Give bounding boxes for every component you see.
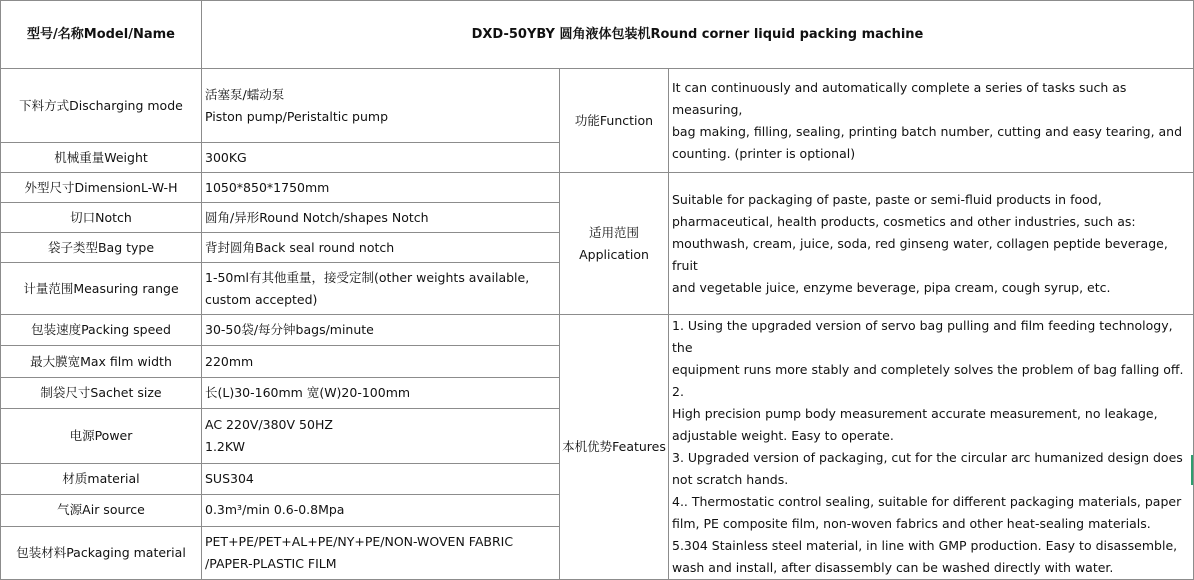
sachet-size-label: 制袋尺寸Sachet size bbox=[1, 377, 202, 408]
spec-row-discharging bbox=[1, 69, 1194, 143]
discharging-mode-value bbox=[202, 69, 560, 143]
application-label bbox=[560, 173, 669, 315]
power-value bbox=[202, 409, 560, 463]
description-line: Suitable for packaging of paste, paste or semi-fluid products in food, bbox=[672, 191, 1102, 207]
model-name-label: 型号/名称Model/Name bbox=[1, 1, 202, 69]
description-line: bag making, filling, sealing, printing batch number, cutting and easy tearing, and bbox=[672, 123, 1183, 139]
value-line: 活塞泵/蠕动泵 bbox=[205, 86, 285, 102]
application-label-cn: 适用范围 bbox=[588, 224, 639, 240]
description-line: 4.. Thermostatic control sealing, suitable for different packaging materials, paper bbox=[672, 494, 1182, 509]
function-description bbox=[669, 69, 1194, 173]
packing-speed-value: 30-50袋/每分钟bags/minute bbox=[202, 315, 560, 346]
description-line: 5.304 Stainless steel material, in line with GMP production. Easy to disassemble, bbox=[672, 538, 1178, 553]
weight-label: 机械重量Weight bbox=[1, 143, 202, 173]
features-label: 本机优势Features bbox=[560, 315, 669, 580]
description-line: wash and install, after disassembly can be washed directly with water. bbox=[672, 560, 1114, 575]
description-line: 1. Using the upgraded version of servo bag pulling and film feeding technology, the bbox=[672, 318, 1173, 355]
power-label: 电源Power bbox=[1, 409, 202, 463]
description-line: pharmaceutical, health products, cosmetics and other industries, such as: bbox=[672, 213, 1136, 229]
application-description bbox=[669, 173, 1194, 315]
spec-row-packing-speed bbox=[1, 315, 1194, 346]
description-line: adjustable weight. Easy to operate. bbox=[672, 428, 894, 443]
air-source-value: 0.3m³/min 0.6-0.8Mpa bbox=[202, 495, 560, 526]
function-label: 功能Function bbox=[560, 69, 669, 173]
header-row bbox=[1, 1, 1194, 69]
value-line: Piston pump/Peristaltic pump bbox=[205, 108, 389, 124]
application-label-en: Application bbox=[579, 246, 649, 262]
description-line: High precision pump body measurement accurate measurement, no leakage, bbox=[672, 406, 1158, 421]
value-line: /PAPER-PLASTIC FILM bbox=[205, 555, 337, 571]
measuring-range-label: 计量范围Measuring range bbox=[1, 263, 202, 315]
value-line: AC 220V/380V 50HZ bbox=[205, 416, 333, 432]
max-film-width-label: 最大膜宽Max film width bbox=[1, 346, 202, 377]
description-line: and vegetable juice, enzyme beverage, pipa cream, cough syrup, etc. bbox=[672, 279, 1111, 295]
description-line: not scratch hands. bbox=[672, 472, 789, 487]
model-title: DXD-50YBY 圆角液体包装机Round corner liquid packing machine bbox=[202, 1, 1194, 69]
packaging-material-label: 包装材料Packaging material bbox=[1, 526, 202, 579]
packaging-material-value bbox=[202, 526, 560, 579]
features-description bbox=[669, 315, 1194, 580]
bag-type-label: 袋子类型Bag type bbox=[1, 233, 202, 263]
value-line: 1-50ml有其他重量，接受定制(other weights available, bbox=[205, 269, 530, 285]
dimension-value: 1050*850*1750mm bbox=[202, 173, 560, 203]
max-film-width-value: 220mm bbox=[202, 346, 560, 377]
air-source-label: 气源Air source bbox=[1, 495, 202, 526]
packing-speed-label: 包装速度Packing speed bbox=[1, 315, 202, 346]
value-line: PET+PE/PET+AL+PE/NY+PE/NON-WOVEN FABRIC bbox=[205, 533, 514, 549]
description-line: counting. (printer is optional) bbox=[672, 145, 856, 161]
description-line: 3. Upgraded version of packaging, cut for the circular arc humanized design does bbox=[672, 450, 1183, 465]
bag-type-value: 背封圆角Back seal round notch bbox=[202, 233, 560, 263]
description-line: mouthwash, cream, juice, soda, red ginseng water, collagen peptide beverage, fruit bbox=[672, 235, 1168, 273]
notch-label: 切口Notch bbox=[1, 203, 202, 233]
material-value: SUS304 bbox=[202, 463, 560, 494]
dimension-label: 外型尺寸DimensionL-W-H bbox=[1, 173, 202, 203]
description-line: film, PE composite film, non-woven fabrics and other heat-sealing materials. bbox=[672, 516, 1151, 531]
sachet-size-value: 长(L)30-160mm 宽(W)20-100mm bbox=[202, 377, 560, 408]
value-line: 1.2KW bbox=[205, 438, 245, 454]
value-line: custom accepted) bbox=[205, 291, 318, 307]
weight-value: 300KG bbox=[202, 143, 560, 173]
spec-row-dimension bbox=[1, 173, 1194, 203]
measuring-range-value bbox=[202, 263, 560, 315]
material-label: 材质material bbox=[1, 463, 202, 494]
discharging-mode-label: 下料方式Discharging mode bbox=[1, 69, 202, 143]
scroll-indicator[interactable] bbox=[1191, 455, 1193, 485]
description-line: equipment runs more stably and completely solves the problem of bag falling off. 2. bbox=[672, 362, 1184, 399]
description-line: It can continuously and automatically complete a series of tasks such as measuring, bbox=[672, 79, 1127, 117]
notch-value: 圆角/异形Round Notch/shapes Notch bbox=[202, 203, 560, 233]
